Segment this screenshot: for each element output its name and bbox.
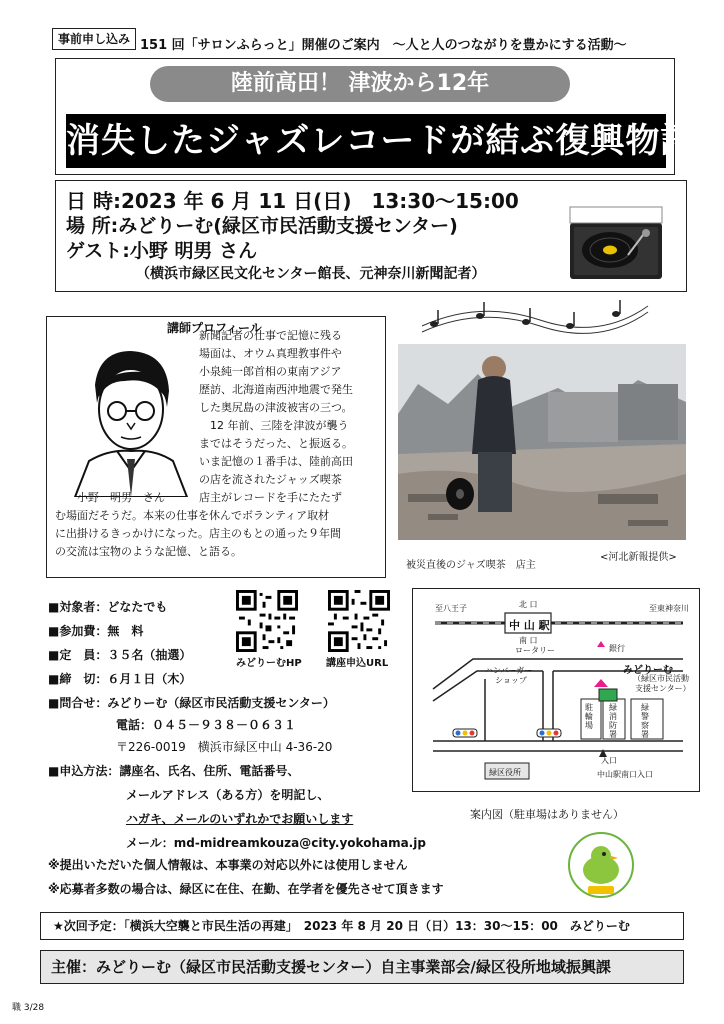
profile-line: に出掛けるきっかけになった。店主のもとの通った９年間: [55, 527, 341, 540]
profile-line: 小泉純一郎首相の東南アジア: [199, 365, 342, 378]
map-shop: ショップ: [495, 676, 527, 685]
map-hamburger: ハンバーガー: [485, 666, 533, 675]
qr-code-apply[interactable]: [328, 590, 390, 652]
map-north-exit: 北 口: [519, 600, 538, 609]
qr-code-hp[interactable]: [236, 590, 298, 652]
priority-note: ※応募者多数の場合は、緑区に在住、在勤、在学者を優先させて頂きます: [48, 882, 444, 896]
main-title: 消失したジャズレコードが結ぶ復興物語: [66, 114, 666, 168]
subtitle-pill: 陸前高田！ 津波から12年: [150, 66, 570, 102]
map-rotary: ロータリー: [515, 646, 555, 655]
portrait-sketch: [55, 337, 195, 497]
map-midream: みどりーむ: [623, 665, 673, 676]
target-audience: ■対象者：どなたでも: [48, 600, 168, 614]
photo-credit: <河北新報提供>: [600, 552, 677, 563]
address: 〒226-0019 横浜市緑区中山 4-36-20: [116, 740, 333, 754]
phone: 電話：０４５－９３８－０６３１: [116, 718, 297, 732]
map-south-entrance: 中山駅南口入口: [597, 770, 653, 779]
profile-line: 新聞記者の仕事で記憶に残る: [199, 329, 342, 342]
footer-code: 職 3/28: [12, 1003, 45, 1013]
map-bank: 銀行: [609, 644, 625, 653]
capacity: ■定 員：３５名（抽選）: [48, 648, 192, 662]
map-police: 緑警察署: [641, 703, 649, 739]
apply-method: ■申込方法：講座名、氏名、住所、電話番号、: [48, 764, 300, 778]
map-bicycle: 駐輪場: [585, 703, 593, 730]
map-entrance: 入口: [601, 756, 617, 765]
map-south-exit: 南 口: [519, 636, 538, 645]
profile-line: した奥尻島の津波被害の三つ。: [199, 401, 353, 414]
profile-line: の交流は宝物のような記憶、と語る。: [55, 545, 242, 558]
map-ward-office: 緑区役所: [489, 768, 521, 777]
event-series-line: 151 回「サロンふらっと」開催のご案内 ～人と人のつながりを豊かにする活動～: [140, 38, 627, 53]
map-caption: 案内図（駐車場はありません）: [470, 808, 624, 821]
email-address[interactable]: メール：md-midreamkouza@city.yokohama.jp: [126, 836, 426, 850]
turntable-icon: [566, 205, 666, 285]
profile-text-full: [55, 507, 381, 561]
guest-role: （横浜市緑区民文化センター館長、元神奈川新聞記者）: [136, 266, 486, 282]
map-station: 中 山 駅: [509, 619, 550, 632]
bird-mascot-logo: [566, 830, 636, 900]
portrait-name: 小野 明男 さん: [77, 491, 165, 504]
access-map: [412, 588, 700, 792]
qr-apply-label: 講座申込URL: [326, 658, 389, 669]
map-to-hachioji: 至八王子: [435, 604, 467, 613]
deadline: ■締 切：６月１日（木）: [48, 672, 192, 686]
map-midream-sub1: （緑区市民活動: [633, 674, 689, 683]
music-notes-icon: [420, 296, 650, 342]
profile-line: 店主がレコードを手にたたず: [199, 491, 342, 504]
profile-heading: 講師プロフィール: [167, 321, 262, 335]
fee: ■参加費：無 料: [48, 624, 144, 638]
profile-line: む場面だそうだ。本来の仕事を休んでボランティア取材: [55, 509, 330, 522]
profile-line: 場面は、オウム真理教事件や: [199, 347, 342, 360]
next-event: ★次回予定：「横浜大空襲と市民生活の再建」 2023 年 8 月 20 日（日）13：30～15：00 みどりーむ: [40, 912, 684, 940]
event-info-box: [55, 180, 687, 292]
profile-line: まではそうだった、と振返る。: [199, 437, 353, 450]
profile-box: [46, 316, 386, 578]
organizer: 主催：みどりーむ（緑区市民活動支援センター）自主事業部会/緑区役所地域振興課: [40, 950, 684, 984]
profile-line: の店を流されたジャッズ喫茶: [199, 473, 342, 486]
event-place: 場 所:みどりーむ(緑区市民活動支援センター): [66, 215, 458, 237]
apply-method-3: ハガキ、メールのいずれかでお願いします: [126, 812, 354, 826]
pre-application-label: 事前申し込み: [52, 28, 136, 50]
event-guest: ゲスト:小野 明男 さん: [66, 240, 258, 262]
map-midream-sub2: 支援センター）: [635, 684, 691, 693]
profile-line: 歴訪、北海道南西沖地震で発生: [199, 383, 353, 396]
profile-line: 12 年前、三陸を津波が襲う: [199, 419, 349, 432]
map-to-higashi-kanagawa: 至東神奈川: [649, 604, 689, 613]
disaster-photo: [398, 344, 686, 540]
map-fire-station: 緑消防署: [609, 703, 617, 739]
apply-method-2: メールアドレス（ある方）を明記し、: [126, 788, 330, 802]
contact: ■問合せ：みどりーむ（緑区市民活動支援センター）: [48, 696, 335, 710]
event-datetime: 日 時:2023 年 6 月 11 日(日) 13:30～15:00: [66, 189, 519, 213]
profile-line: いま記憶の１番手は、陸前高田: [199, 455, 353, 468]
privacy-note: ※提出いただいた個人情報は、本事業の対応以外には使用しません: [48, 858, 408, 872]
profile-text: [199, 327, 379, 507]
qr-hp-label: みどりーむHP: [236, 658, 302, 669]
photo-caption: 被災直後のジャズ喫茶 店主: [406, 560, 536, 571]
